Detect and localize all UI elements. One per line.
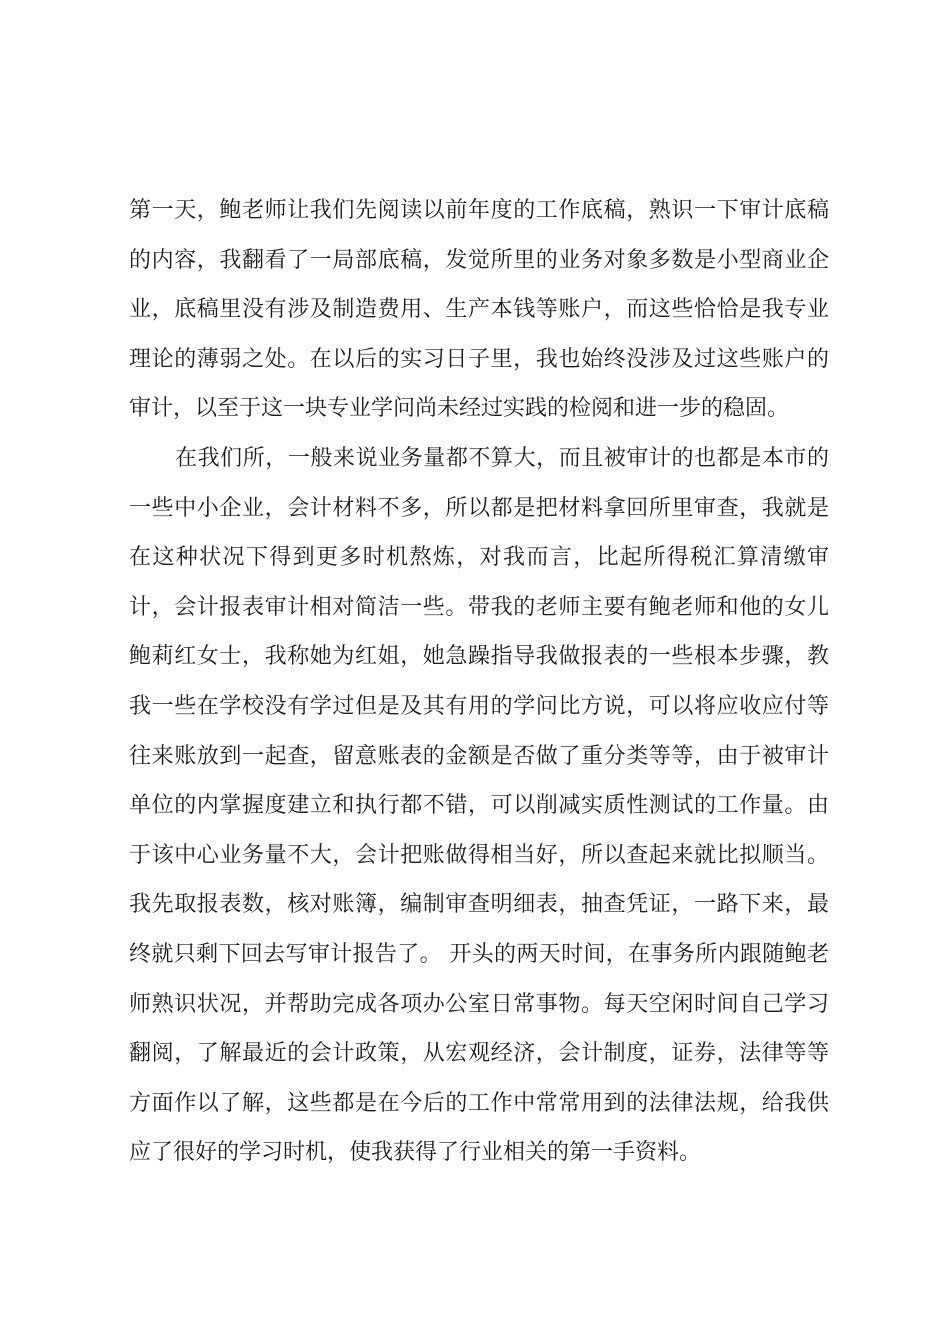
text-line: 终就只剩下回去写审计报告了。 开头的两天时间，在事务所内跟随鲍老: [129, 941, 829, 967]
text-line: 审计，以至于这一块专业学问尚未经过实践的检阅和进一步的稳固。: [129, 396, 790, 422]
text-line: 鲍莉红女士，我称她为红姐，她急躁指导我做报表的一些根本步骤，教: [129, 644, 829, 670]
text-line: 第一天，鲍老师让我们先阅读以前年度的工作底稿，熟识一下审计底稿: [129, 198, 829, 223]
text-line: 的内容，我翻看了一局部底稿，发觉所里的业务对象多数是小型商业企: [129, 247, 829, 273]
text-line: 在我们所，一般来说业务量都不算大，而且被审计的也都是本市的: [175, 445, 829, 471]
text-line: 于该中心业务量不大，会计把账做得相当好，所以查起来就比拟顺当。: [129, 842, 829, 868]
text-line: 往来账放到一起查，留意账表的金额是否做了重分类等等，由于被审计: [129, 743, 829, 769]
text-line: 计，会计报表审计相对简洁一些。带我的老师主要有鲍老师和他的女儿: [129, 594, 829, 620]
text-line: 在这种状况下得到更多时机熬炼，对我而言，比起所得税汇算清缴审: [129, 545, 829, 571]
text-line: 业，底稿里没有涉及制造费用、生产本钱等账户，而这些恰恰是我专业: [129, 297, 829, 323]
text-line: 我先取报表数，核对账簿，编制审查明细表，抽查凭证，一路下来，最: [129, 892, 829, 918]
text-line: 理论的薄弱之处。在以后的实习日子里，我也始终没涉及过这些账户的: [129, 346, 829, 372]
text-line: 应了很好的学习时机，使我获得了行业相关的第一手资料。: [129, 1140, 702, 1166]
text-line: 方面作以了解，这些都是在今后的工作中常常用到的法律法规，给我供: [129, 1090, 829, 1116]
text-line: 单位的内掌握度建立和执行都不错，可以削减实质性测试的工作量。由: [129, 793, 829, 819]
text-line: 一些中小企业，会计材料不多，所以都是把材料拿回所里审查，我就是: [129, 495, 829, 521]
text-line: 翻阅，了解最近的会计政策，从宏观经济，会计制度，证券，法律等等: [129, 1041, 829, 1067]
text-line: 我一些在学校没有学过但是及其有用的学问比方说，可以将应收应付等: [129, 693, 829, 719]
document-body: [129, 186, 829, 1178]
text-line: 师熟识状况，并帮助完成各项办公室日常事物。每天空闲时间自己学习: [129, 991, 829, 1017]
